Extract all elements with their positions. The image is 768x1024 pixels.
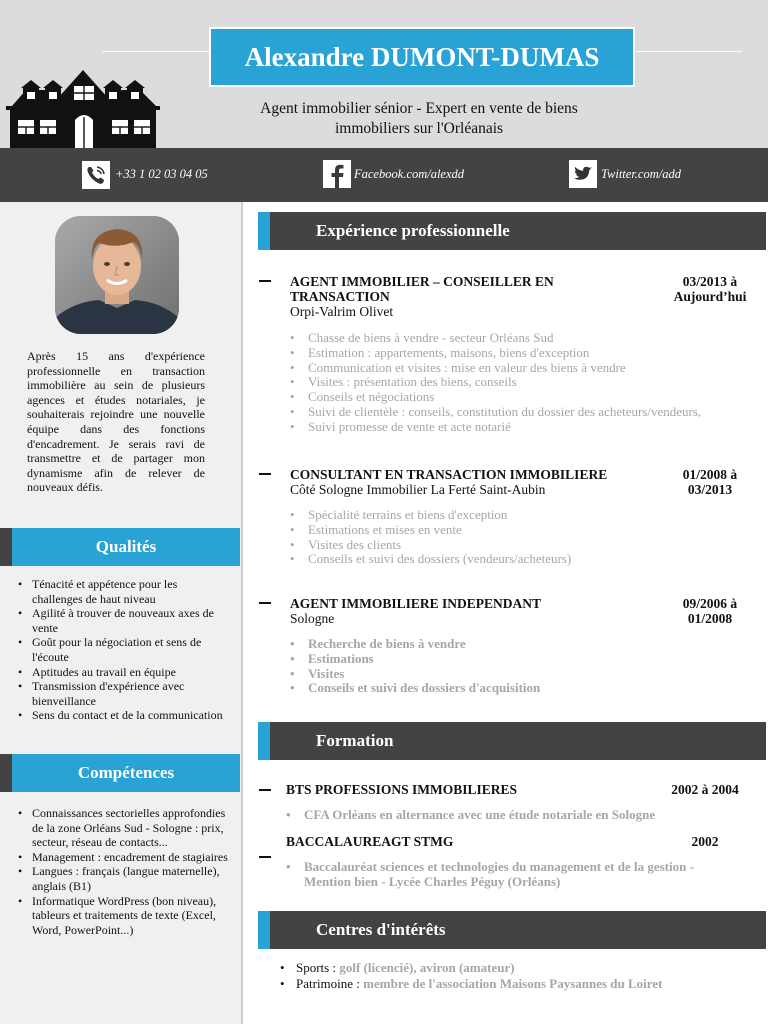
headline-line-1: Agent immobilier sénior - Expert en vente de biens — [260, 100, 578, 117]
heading-accent — [258, 722, 270, 760]
list-item: • Ténacité et appétence pour les challenges de haut niveau — [32, 577, 228, 606]
qualites-title: Qualités — [12, 528, 240, 566]
interets-list — [280, 960, 756, 992]
profile-photo — [55, 216, 179, 334]
list-item: • Conseils et négociations — [308, 390, 758, 405]
list-item: • Conseils et suivi des dossiers d'acquisition — [308, 681, 758, 696]
interets-heading — [258, 911, 766, 949]
heading-accent — [258, 911, 270, 949]
job-date-line: Aujourd’hui — [673, 289, 747, 304]
headline-line-2: immobiliers sur l'Orléanais — [334, 120, 504, 137]
entry-dash — [259, 602, 271, 604]
list-item: • Communication et visites : mise en valeur des biens à vendre — [308, 361, 758, 376]
job-date-line: 03/2013 — [687, 482, 733, 497]
list-item: • Informatique WordPress (bon niveau), tableurs et traitements de texte (Excel, Word, PowerPoint...) — [32, 894, 228, 938]
heading-accent — [258, 212, 270, 250]
list-item: • Recherche de biens à vendre — [308, 637, 758, 652]
list-item: • CFA Orléans en alternance avec une étude notariale en Sologne — [304, 808, 754, 823]
house-icon — [6, 68, 160, 148]
competences-title: Compétences — [12, 754, 240, 792]
job-title-line: TRANSACTION — [290, 289, 390, 304]
list-item: • Visites : présentation des biens, conseils — [308, 375, 758, 390]
list-item: • Estimations — [308, 652, 758, 667]
candidate-name: Alexandre DUMONT-DUMAS — [209, 27, 635, 87]
list-item — [280, 976, 756, 992]
interest-value: golf (licencié), aviron (amateur) — [339, 960, 515, 975]
column-divider — [241, 202, 243, 1024]
interest-value: membre de l'association Maisons Paysannes du Loiret — [363, 976, 663, 991]
interets-title: Centres d'intérêts — [270, 911, 766, 949]
list-item: • Estimation : appartements, maisons, biens d'exception — [308, 346, 758, 361]
heading-accent — [0, 754, 12, 792]
formation-date: 2002 — [691, 834, 719, 849]
experience-heading — [258, 212, 766, 250]
formation-title: BACCALAUREAGT STMG — [286, 834, 454, 849]
list-item: • Management : encadrement de stagiaires — [32, 850, 228, 865]
list-item: • Suivi promesse de vente et acte notarié — [308, 420, 758, 435]
list-item: • Spécialité terrains et biens d'exception — [308, 508, 758, 523]
list-item — [280, 960, 756, 976]
list-item: • Suivi de clientèle : conseils, constitution du dossier des acheteurs/vendeurs, — [308, 405, 758, 420]
job-title: AGENT IMMOBILIERE INDEPENDANT — [290, 596, 542, 611]
list-item: • Estimations et mises en vente — [308, 523, 758, 538]
job-date-line: 01/2008 à — [682, 467, 738, 482]
list-item: • Chasse de biens à vendre - secteur Orléans Sud — [308, 331, 758, 346]
list-item: • Goût pour la négociation et sens de l'écoute — [32, 635, 228, 664]
job-tasks — [288, 331, 758, 435]
job-dates — [660, 467, 760, 497]
bullet: • — [280, 960, 285, 975]
job-company: Sologne — [290, 611, 335, 626]
twitter-icon — [569, 160, 597, 188]
twitter-link[interactable]: Twitter.com/add — [601, 167, 681, 181]
interest-label: Patrimoine : — [296, 976, 360, 991]
list-item: • Visites — [308, 667, 758, 682]
competences-list — [14, 806, 228, 937]
header-rule-right — [636, 51, 742, 52]
formation-title: Formation — [270, 722, 766, 760]
qualites-list — [14, 577, 228, 723]
job-headline — [228, 99, 610, 139]
job-dates — [660, 274, 760, 304]
job-tasks — [288, 637, 758, 696]
interest-label: Sports : — [296, 960, 337, 975]
job-date-line: 09/2006 à — [682, 596, 738, 611]
job-title-line: AGENT IMMOBILIER – CONSEILLER EN — [290, 274, 554, 289]
formation-details — [284, 860, 744, 890]
profile-summary: Après 15 ans d'expérience professionnelle en transaction immobilière au sein de plusieurs agences et études notariales, je souhaiterais rejoindre une nouvelle équipe dans des fonctions d'encadrement. Je serais ravi de transmettre et de partager mon dynamisme afin de relever de nouveaux défis. — [27, 349, 205, 495]
experience-title: Expérience professionnelle — [270, 212, 766, 250]
list-item: • Transmission d'expérience avec bienveillance — [32, 679, 228, 708]
entry-dash — [259, 789, 271, 791]
bullet: • — [280, 976, 285, 991]
list-item: • Agilité à trouver de nouveaux axes de vente — [32, 606, 228, 635]
header-rule-left — [102, 51, 210, 52]
facebook-link[interactable]: Facebook.com/alexdd — [354, 167, 465, 181]
job-company: Côté Sologne Immobilier La Ferté Saint-Aubin — [290, 482, 546, 497]
list-item: • Aptitudes au travail en équipe — [32, 665, 228, 680]
list-item: • Sens du contact et de la communication — [32, 708, 228, 723]
formation-date: 2002 à 2004 — [671, 782, 739, 797]
phone-icon — [82, 161, 110, 189]
formation-details — [284, 808, 754, 823]
job-title — [290, 274, 610, 304]
entry-dash — [259, 280, 271, 282]
formation-title: BTS PROFESSIONS IMMOBILIERES — [286, 782, 518, 797]
formation-heading — [258, 722, 766, 760]
phone-number[interactable]: +33 1 02 03 04 05 — [115, 167, 208, 181]
facebook-icon — [323, 160, 351, 188]
qualites-heading — [0, 528, 240, 566]
competences-heading — [0, 754, 240, 792]
job-company: Orpi-Valrim Olivet — [290, 304, 394, 319]
job-dates — [660, 596, 760, 626]
list-item: • Visites des clients — [308, 538, 758, 553]
job-tasks — [288, 508, 758, 567]
job-date-line: 03/2013 à — [682, 274, 738, 289]
list-item: • Conseils et suivi des dossiers (vendeurs/acheteurs) — [308, 552, 758, 567]
heading-accent — [0, 528, 12, 566]
job-title: CONSULTANT EN TRANSACTION IMMOBILIERE — [290, 467, 608, 482]
entry-dash — [259, 473, 271, 475]
entry-dash — [259, 856, 271, 858]
job-date-line: 01/2008 — [687, 611, 733, 626]
list-item: • Baccalauréat sciences et technologies du management et de la gestion - Mention bien - Lycée Charles Péguy (Orléans) — [304, 860, 744, 890]
list-item: • Langues : français (langue maternelle), anglais (B1) — [32, 864, 228, 893]
list-item: • Connaissances sectorielles approfondies de la zone Orléans Sud - Sologne : prix, secteur, réseau de contacts... — [32, 806, 228, 850]
